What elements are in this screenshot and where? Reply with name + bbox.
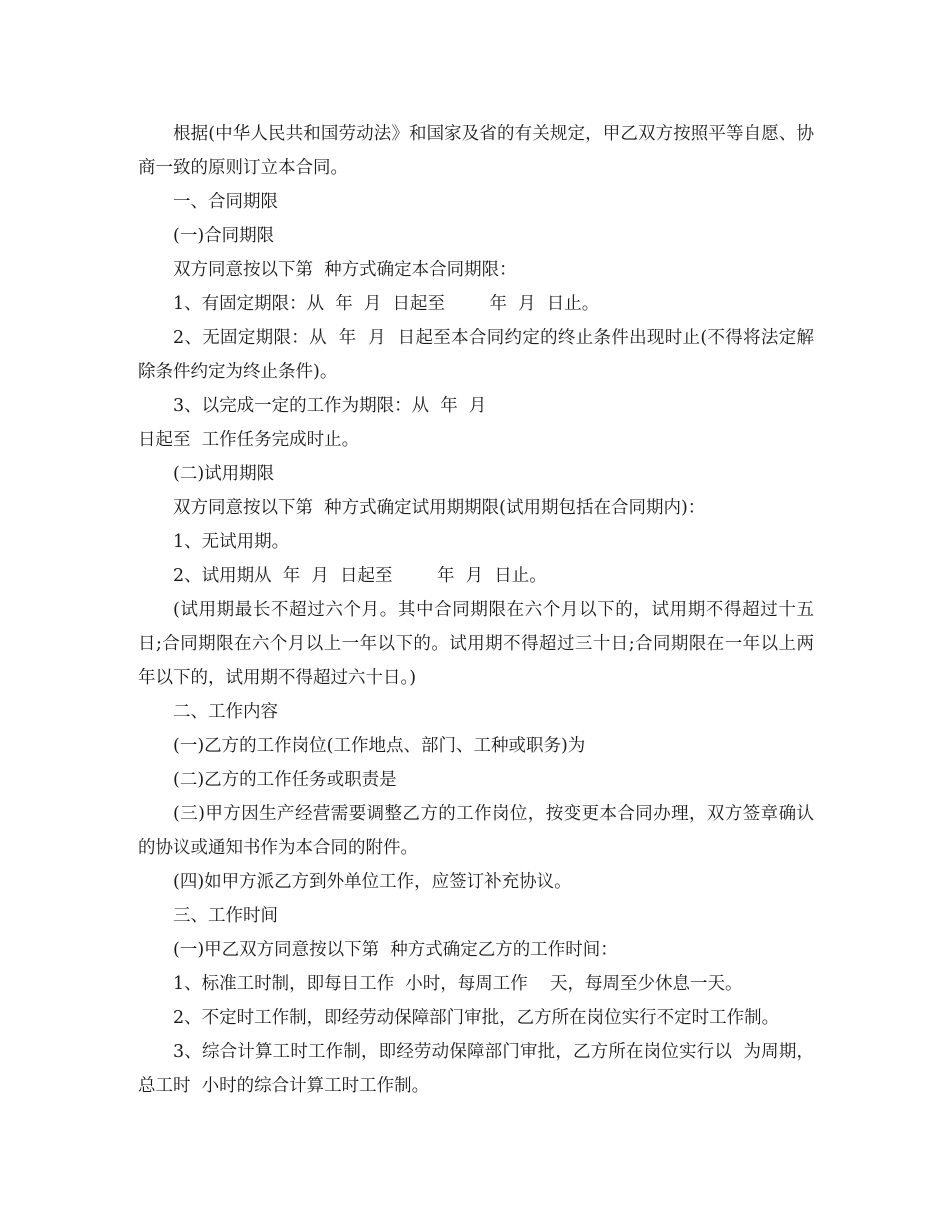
paragraph-preamble: 根据(中华人民共和国劳动法》和国家及省的有关规定，甲乙双方按照平等自愿、协商一致的原则订立本合同。 [138, 124, 814, 178]
paragraph-open-term: 2、无固定期限：从 年 月 日起至本合同约定的终止条件出现时止(不得将法定解除条件约定为终止条件)。 [138, 328, 814, 382]
paragraph-work-post: (一)乙方的工作岗位(工作地点、部门、工种或职务)为 [173, 736, 586, 756]
heading-work-content: 二、工作内容 [173, 702, 278, 722]
subheading-contract-term: (一)合同期限 [173, 226, 275, 246]
paragraph-post-change: (三)甲方因生产经营需要调整乙方的工作岗位，按变更本合同办理，双方签章确认的协议或通知书作为本合同的附件。 [138, 804, 814, 858]
paragraph-hours-method: (一)甲乙双方同意按以下第 种方式确定乙方的工作时间： [173, 940, 618, 960]
paragraph-probation-method: 双方同意按以下第 种方式确定试用期期限(试用期包括在合同期内)： [173, 498, 706, 518]
subheading-probation: (二)试用期限 [173, 464, 275, 484]
paragraph-work-duties: (二)乙方的工作任务或职责是 [173, 770, 397, 790]
paragraph-standard-hours: 1、标准工时制，即每日工作 小时，每周工作 天，每周至少休息一天。 [173, 974, 743, 994]
heading-contract-term: 一、合同期限 [173, 192, 278, 212]
paragraph-term-method: 双方同意按以下第 种方式确定本合同期限： [173, 260, 517, 280]
paragraph-probation-period: 2、试用期从 年 月 日起至 年 月 日止。 [173, 566, 547, 586]
heading-work-hours: 三、工作时间 [173, 906, 278, 926]
paragraph-no-probation: 1、无试用期。 [173, 532, 290, 552]
paragraph-flexible-hours: 2、不定时工作制，即经劳动保障部门审批，乙方所在岗位实行不定时工作制。 [173, 1008, 780, 1028]
paragraph-comprehensive-hours: 3、综合计算工时工作制，即经劳动保障部门审批，乙方所在岗位实行以 为周期，总工时 小时的综合计算工时工作制。 [138, 1042, 814, 1096]
paragraph-task-term-end: 日起至 工作任务完成时止。 [138, 430, 360, 450]
document-body [138, 117, 814, 1103]
paragraph-task-term: 3、以完成一定的工作为期限：从 年 月 [173, 396, 487, 416]
paragraph-fixed-term: 1、有固定期限：从 年 月 日起至 年 月 日止。 [173, 294, 600, 314]
paragraph-probation-note: (试用期最长不超过六个月。其中合同期限在六个月以下的，试用期不得超过十五日;合同期限在六个月以上一年以下的。试用期不得超过三十日;合同期限在一年以上两年以下的，试用期不得超过六十日。) [138, 600, 814, 688]
paragraph-external-assignment: (四)如甲方派乙方到外单位工作，应签订补充协议。 [173, 872, 572, 892]
